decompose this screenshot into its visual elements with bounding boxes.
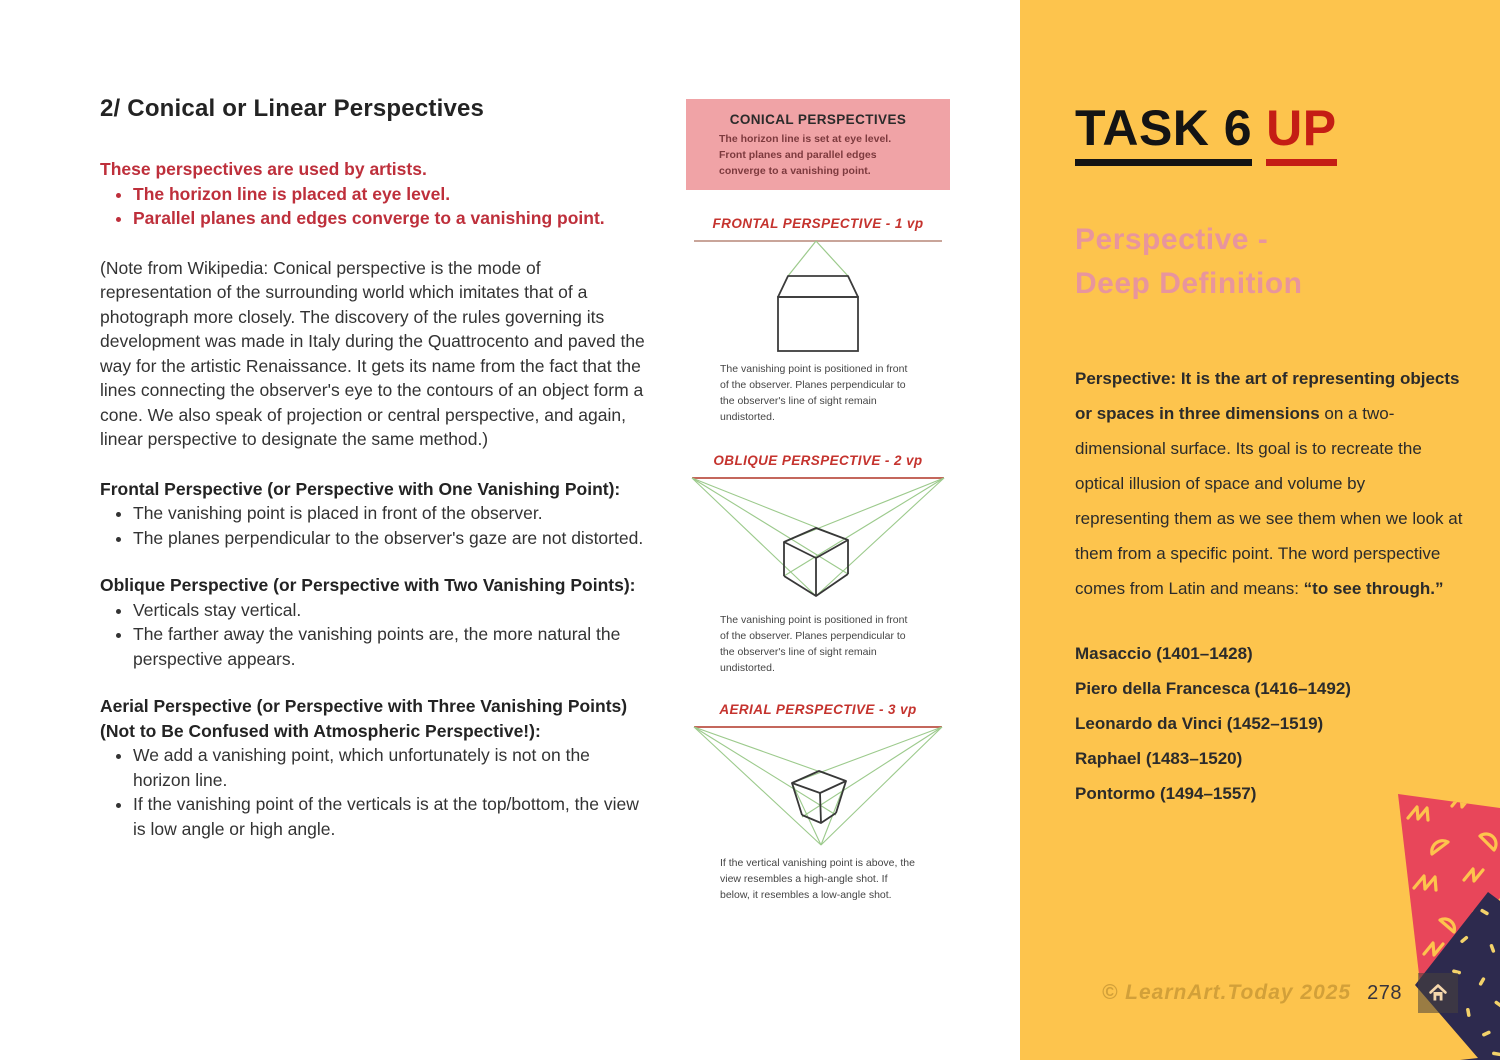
bullet-item: • The horizon line is placed at eye level. xyxy=(133,182,652,207)
info-box-body: The horizon line is set at eye level. Front planes and parallel edges converge to a vanishing point. xyxy=(719,133,892,177)
diagram-caption: The vanishing point is positioned in front of the observer. Planes perpendicular to the observer's line of sight remain undistorted. xyxy=(720,614,908,674)
section-title: Oblique Perspective (or Perspective with Two Vanishing Points): xyxy=(100,575,636,595)
section-bullet-list xyxy=(100,743,652,841)
corner-decoration xyxy=(1360,770,1500,1060)
wikipedia-note-paragraph: (Note from Wikipedia: Conical perspective is the mode of representation of the surrounding world which imitates that of a photograph more closely. The discovery of the rules governing its development was made in Italy during the Quattrocento and paved the way for the artistic Renaissance. It gets its name from the fact that the lines connecting the observer's eye to the contours of an object form a cone. We also speak of projection or central perspective, and again, linear perspective to designate the same method.) xyxy=(100,257,645,449)
three-point-cube-illustration xyxy=(686,719,950,851)
section-title: Frontal Perspective (or Perspective with One Vanishing Point): xyxy=(100,478,621,499)
one-point-cube-illustration xyxy=(686,233,950,357)
bullet-item: • The vanishing point is placed in front of the observer. xyxy=(133,501,652,526)
page-number: 278 xyxy=(1367,981,1402,1004)
task-up-link[interactable]: UP xyxy=(1266,103,1336,166)
list-item: Raphael (1483–1520) xyxy=(1075,749,1243,769)
diagram-caption: The vanishing point is positioned in front of the observer. Planes perpendicular to the observer's line of sight remain undistorted. xyxy=(720,363,908,423)
panel-subtitle xyxy=(1075,218,1500,305)
conical-perspectives-info-box xyxy=(686,99,950,190)
list-item: Piero della Francesca (1416–1492) xyxy=(1075,679,1351,699)
bullet-item: • If the vanishing point of the verticals is at the top/bottom, the view is low angle or high angle. xyxy=(133,792,652,841)
perspective-definition-paragraph xyxy=(1075,361,1463,606)
panel-subtitle-line2: Deep Definition xyxy=(1075,266,1303,300)
oblique-perspective-diagram xyxy=(686,453,950,676)
task-number-label: TASK 6 xyxy=(1075,103,1252,166)
diagram-title: OBLIQUE PERSPECTIVE - 2 vp xyxy=(713,453,923,469)
intro-lead: These perspectives are used by artists. xyxy=(100,159,427,179)
left-text-column xyxy=(100,95,652,864)
list-item: Pontormo (1494–1557) xyxy=(1075,784,1257,804)
home-icon[interactable] xyxy=(1418,973,1458,1013)
two-point-cube-illustration xyxy=(686,470,950,608)
section-title: Aerial Perspective (or Perspective with Three Vanishing Points) xyxy=(100,696,628,716)
diagram-column xyxy=(686,99,950,904)
section-subtitle: (Not to Be Confused with Atmospheric Perspective!): xyxy=(100,720,541,741)
bullet-item: • The farther away the vanishing points are, the more natural the perspective appears. xyxy=(133,622,652,671)
section-frontal-perspective xyxy=(100,477,652,551)
copyright-text: © LearnArt.Today 2025 xyxy=(1101,981,1352,1004)
diagram-title: FRONTAL PERSPECTIVE - 1 vp xyxy=(712,216,924,232)
section-bullet-list xyxy=(100,501,652,550)
bullet-item: • We add a vanishing point, which unfortunately is not on the horizon line. xyxy=(133,743,652,792)
page-title: 2/ Conical or Linear Perspectives xyxy=(100,95,485,122)
definition-body: on a two-dimensional surface. Its goal is to recreate the optical illusion of space and volume by representing them as we see them when we look at them from a specific point. The word perspective comes from Latin and means: xyxy=(1075,404,1463,599)
panel-footer xyxy=(1102,973,1458,1013)
diagram-title: AERIAL PERSPECTIVE - 3 vp xyxy=(719,702,917,718)
list-item: Masaccio (1401–1428) xyxy=(1075,644,1253,664)
bullet-item: • Parallel planes and edges converge to a vanishing point. xyxy=(133,206,652,231)
section-bullet-list xyxy=(100,598,652,672)
frontal-perspective-diagram xyxy=(686,216,950,425)
section-aerial-perspective xyxy=(100,694,652,841)
task-panel xyxy=(1020,0,1500,1060)
definition-bold-lead: Perspective: It is the art of representing objects or spaces in three dimensions xyxy=(1075,369,1460,424)
intro-bullet-list xyxy=(100,182,652,231)
panel-subtitle-line1: Perspective - xyxy=(1075,223,1269,256)
intro-highlight-block xyxy=(100,157,652,231)
aerial-perspective-diagram xyxy=(686,702,950,903)
bullet-item: • The planes perpendicular to the observer's gaze are not distorted. xyxy=(133,526,652,551)
diagram-caption: If the vertical vanishing point is above, the view resembles a high-angle shot. If below, it resembles a low-angle shot. xyxy=(720,857,915,901)
list-item: Leonardo da Vinci (1452–1519) xyxy=(1075,714,1324,734)
task-heading xyxy=(1075,100,1500,166)
section-oblique-perspective xyxy=(100,573,652,671)
bullet-item: • Verticals stay vertical. xyxy=(133,598,652,623)
definition-bold-quote: “to see through.” xyxy=(1303,579,1444,599)
info-box-title: CONICAL PERSPECTIVES xyxy=(729,112,907,127)
